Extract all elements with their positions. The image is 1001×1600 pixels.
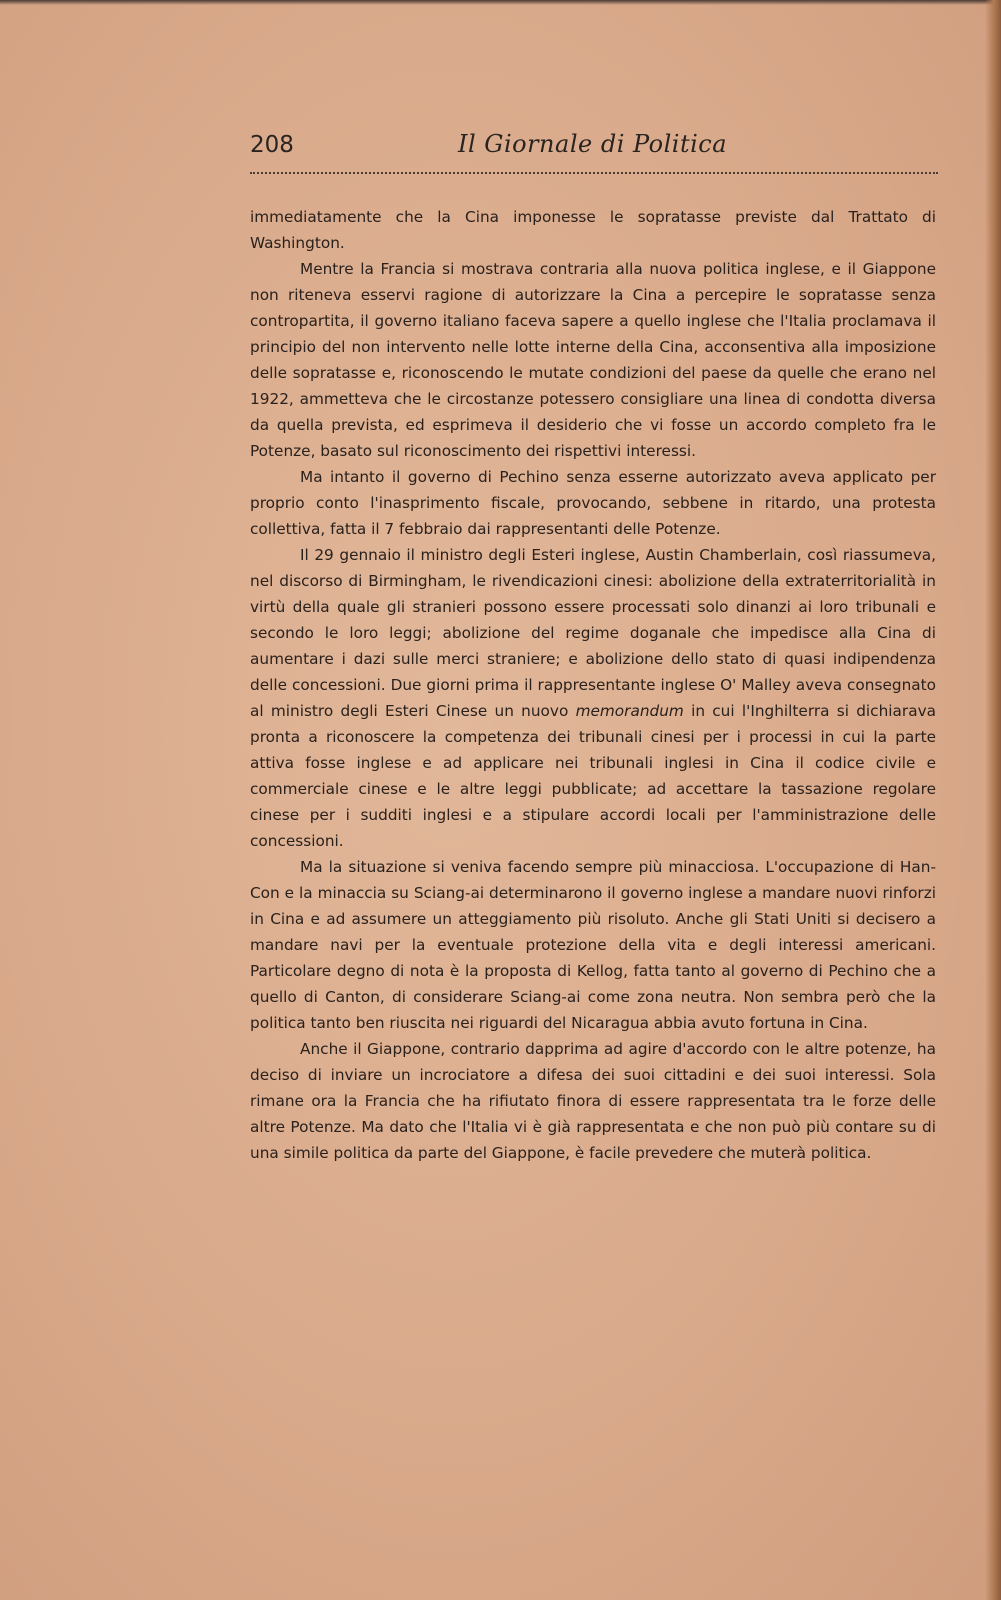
page-number: 208 [250,132,294,158]
page-header [250,126,938,174]
paragraph-3: Ma intanto il governo di Pechino senza esserne autorizzato aveva applicato per proprio conto l'inasprimento fiscale, provocando, sebbene in ritardo, una protesta collettiva, fatta il 7 febbraio dai rappresentanti delle Potenze. [250,468,936,538]
paragraph-6: Anche il Giappone, contrario dapprima ad agire d'accordo con le altre potenze, ha deciso di inviare un incrociatore a difesa dei suoi cittadini e dei suoi interessi. Sola rimane ora la Francia che ha rifiutato finora di essere rappresentata tra le forze delle altre Potenze. Ma dato che l'Italia vi è già rappresentata e che non può più contare su di una simile politica da parte del Giappone, è facile prevedere che muterà politica. [250,1040,936,1162]
header-dotted-rule [250,172,938,174]
paragraph-4 [250,542,936,854]
paragraph-2: Mentre la Francia si mostrava contraria alla nuova politica inglese, e il Giappone non riteneva esservi ragione di autorizzare la Cina a percepire le sopratasse senza contropartita, il governo italiano faceva sapere a quello inglese che l'Italia proclamava il principio del non intervento nelle lotte interne della Cina, acconsentiva alla imposizione delle sopratasse e, riconoscendo le mutate condizioni del paese da quelle che erano nel 1922, ammetteva che le circostanze potessero consigliare una linea di condotta diversa da quella prevista, ed esprimeva il desiderio che vi fosse un accordo completo fra le Potenze, basato sul riconoscimento dei rispettivi interessi. [250,260,936,460]
paragraph-1: immediatamente che la Cina imponesse le sopratasse previste dal Trattato di Washington. [250,208,936,252]
paragraph-5: Ma la situazione si veniva facendo sempre più minacciosa. L'occupazione di Han-Con e la minaccia su Sciang-ai determinarono il governo inglese a mandare nuovi rinforzi in Cina e ad assumere un atteggiamento più risoluto. Anche gli Stati Uniti si decisero a mandare navi per la eventuale protezione della vita e degli interessi americani. Particolare degno di nota è la proposta di Kellog, fatta tanto al governo di Pechino che a quello di Canton, di considerare Sciang-ai come zona neutra. Non sembra però che la politica tanto ben riuscita nei riguardi del Nicaragua abbia avuto fortuna in Cina. [250,858,936,1032]
body-text [250,204,936,1166]
paragraph-4-text-before: Il 29 gennaio il ministro degli Esteri inglese, Austin Chamberlain, così riassumeva, nel discorso di Birmingham, le rivendicazioni cinesi: abolizione della extraterritorialità in virtù della quale gli stranieri possono essere processati solo dinanzi ai loro tribunali e secondo le loro leggi; abolizione del regime doganale che impedisce alla Cina di aumentare i dazi sulle merci straniere; e abolizione dello stato di quasi indipendenza delle concessioni. Due giorni prima il rappresentante inglese O' Malley aveva consegnato al ministro degli Esteri Cinese un nuovo [250,546,936,720]
paragraph-4-emphasis: memorandum [575,702,684,720]
running-title: Il Giornale di Politica [458,130,728,158]
page-binding-edge [985,0,1001,1600]
page-top-edge-shadow [0,0,1001,5]
paragraph-4-text-after: in cui l'Inghilterra si dichiarava pronta a riconoscere la competenza dei tribunali cinesi per i processi in cui la parte attiva fosse inglese e ad applicare nei tribunali inglesi in Cina il codice civile e commerciale cinese e le altre leggi pubblicate; ad accettare la tassazione regolare cinese per i sudditi inglesi e a stipulare accordi locali per l'amministrazione delle concessioni. [250,702,936,850]
